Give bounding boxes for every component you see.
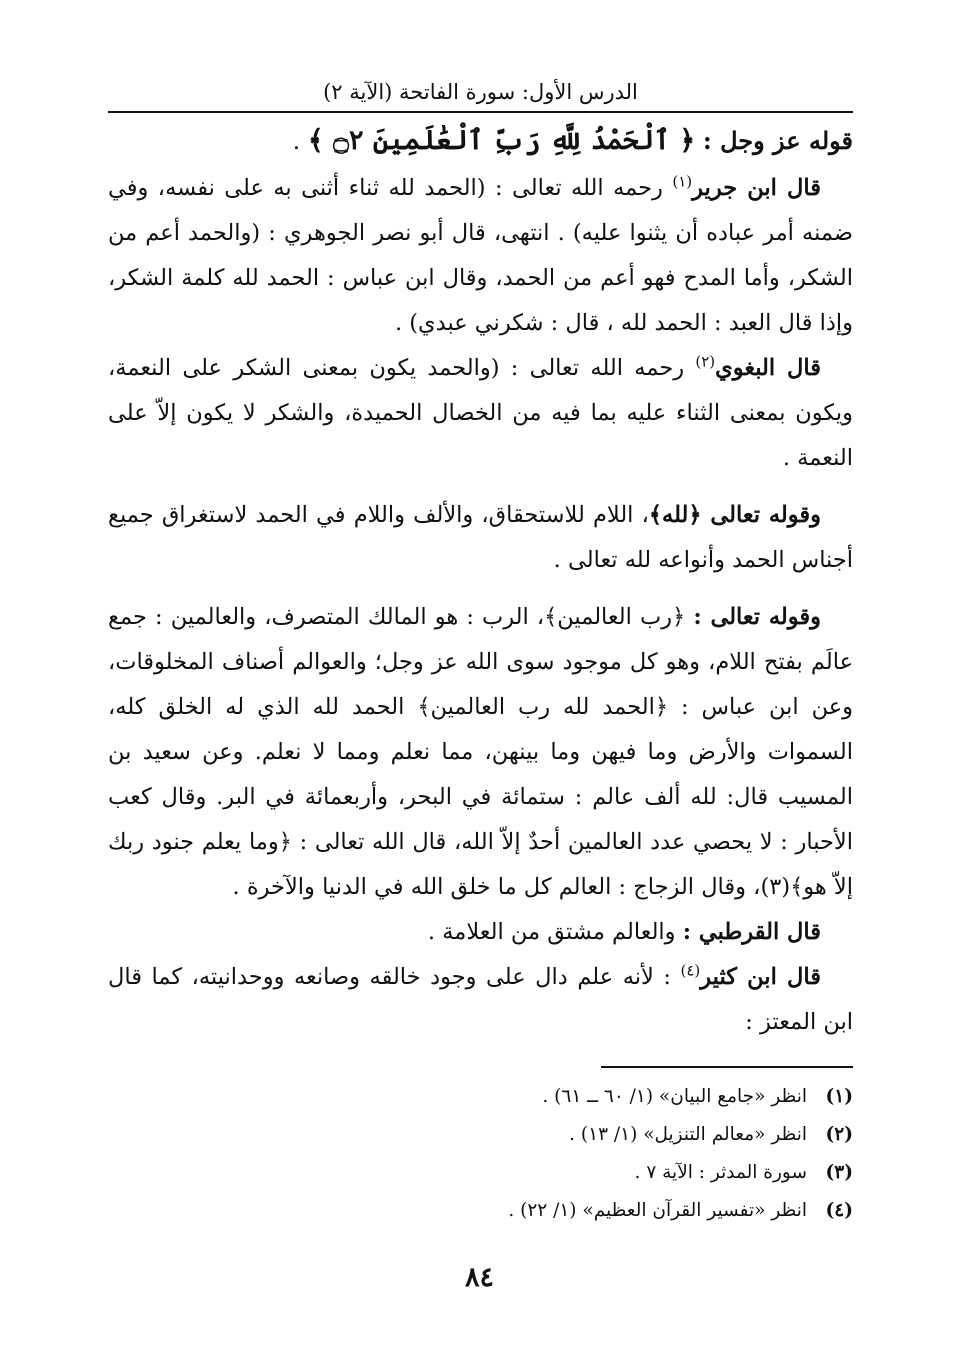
footnotes: [108, 1078, 853, 1230]
paragraph-author: قال البغوي: [715, 355, 821, 381]
paragraph-ibn-kathir: [108, 955, 853, 1045]
paragraph-author: قال ابن جرير: [692, 175, 821, 201]
footnote-ref: (١): [672, 172, 693, 191]
footnote-number: (٢): [825, 1124, 853, 1145]
footnote-text: سورة المدثر : الآية ٧ .: [634, 1162, 807, 1183]
paragraph-baghawi: [108, 346, 853, 481]
running-header: الدرس الأول: سورة الفاتحة (الآية ٢): [323, 80, 638, 104]
verse-heading: [108, 118, 853, 164]
footnote-item: [108, 1078, 853, 1116]
footnote-number: (٤): [825, 1200, 853, 1221]
footnote-text: انظر «تفسير القرآن العظيم» (١/ ٢٢) .: [508, 1200, 807, 1221]
paragraph-text: ﴿رب العالمين﴾، الرب : هو المالك المتصرف، والعالمين : جمع عالَم بفتح اللام، وهو كل موجود سوى الله عز وجل؛ والعوالم أصناف المخلوقات، وعن ابن عباس : ﴿الحمد لله رب العالمين﴾ الحمد لله الذي له الخلق كله، السموات والأرض وما فيهن وما بينهن، مما نعلم ومما لا نعلم. وعن سعيد بن المسيب قال: لله ألف عالم : ستمائة في البحر، وأربعمائة في البر. وقال كعب الأحبار : لا يحصي عدد العالمين أحدٌ إلاّ الله، قال الله تعالى : ﴿وما يعلم جنود ربك إلاّ هو﴾(٣)، وقال الزجاج : العالم كل ما خلق الله في الدنيا والآخرة .: [108, 604, 853, 900]
paragraph-author: وقوله تعالى :: [693, 604, 821, 630]
footnote-number: (٣): [825, 1162, 853, 1183]
paragraph-author: قال القرطبي :: [682, 919, 821, 945]
footnote-text: انظر «معالم التنزيل» (١/ ١٣) .: [569, 1124, 807, 1145]
footnote-item: [108, 1154, 853, 1192]
footnote-number: (١): [825, 1086, 853, 1107]
paragraph-author: قال ابن كثير: [700, 964, 821, 990]
verse-end: .: [292, 127, 308, 155]
footnote-text: انظر «جامع البيان» (١/ ٦٠ ــ ٦١) .: [542, 1086, 807, 1107]
footnote-item: [108, 1192, 853, 1230]
paragraph-text: ، اللام للاستحقاق، والألف واللام في الحمد لاستغراق جميع أجناس الحمد وأنواعه لله تعالى .: [108, 502, 853, 573]
paragraph-text: رحمه الله تعالى : (الحمد لله ثناء أثنى به على نفسه، وفي ضمنه أمر عباده أن يثنوا عليه) . انتهى، قال أبو نصر الجوهري : (والحمد أعم من الشكر، وأما المدح فهو أعم من الحمد، وقال ابن عباس : الحمد لله كلمة الشكر، وإذا قال العبد : الحمد لله ، قال : شكرني عبدي) .: [108, 175, 853, 336]
paragraph-text: : لأنه علم دال على وجود خالقه وصانعه ووحدانيته، كما قال ابن المعتز :: [108, 964, 853, 1035]
paragraph-lillah: [108, 493, 853, 583]
paragraph-rabb-alalamin: [108, 595, 853, 910]
verse-lead: قوله عز وجل :: [702, 126, 853, 155]
page-number: ٨٤: [464, 1262, 494, 1293]
header-divider: [108, 111, 853, 113]
footnote-ref: (٢): [695, 352, 716, 371]
footnote-item: [108, 1116, 853, 1154]
paragraph-text: رحمه الله تعالى : (والحمد يكون بمعنى الشكر على النعمة، ويكون بمعنى الثناء عليه بما فيه من الخصال الحميدة، والشكر لا يكون إلاّ على النعمة .: [108, 355, 853, 471]
paragraph-text: والعالم مشتق من العلامة .: [427, 919, 683, 945]
page-body: [108, 118, 853, 1045]
quran-verse: ﴿ ٱلْحَمْدُ لِلَّهِ رَبِّ ٱلْعَٰلَمِينَ ۝٢ ﴾: [307, 125, 696, 156]
footnote-divider: [601, 1066, 853, 1068]
paragraph-author: وقوله تعالى ﴿لله﴾: [648, 502, 822, 528]
paragraph-ibn-jarir: [108, 166, 853, 346]
paragraph-qurtubi: [108, 910, 853, 955]
footnote-ref: (٤): [680, 961, 701, 980]
